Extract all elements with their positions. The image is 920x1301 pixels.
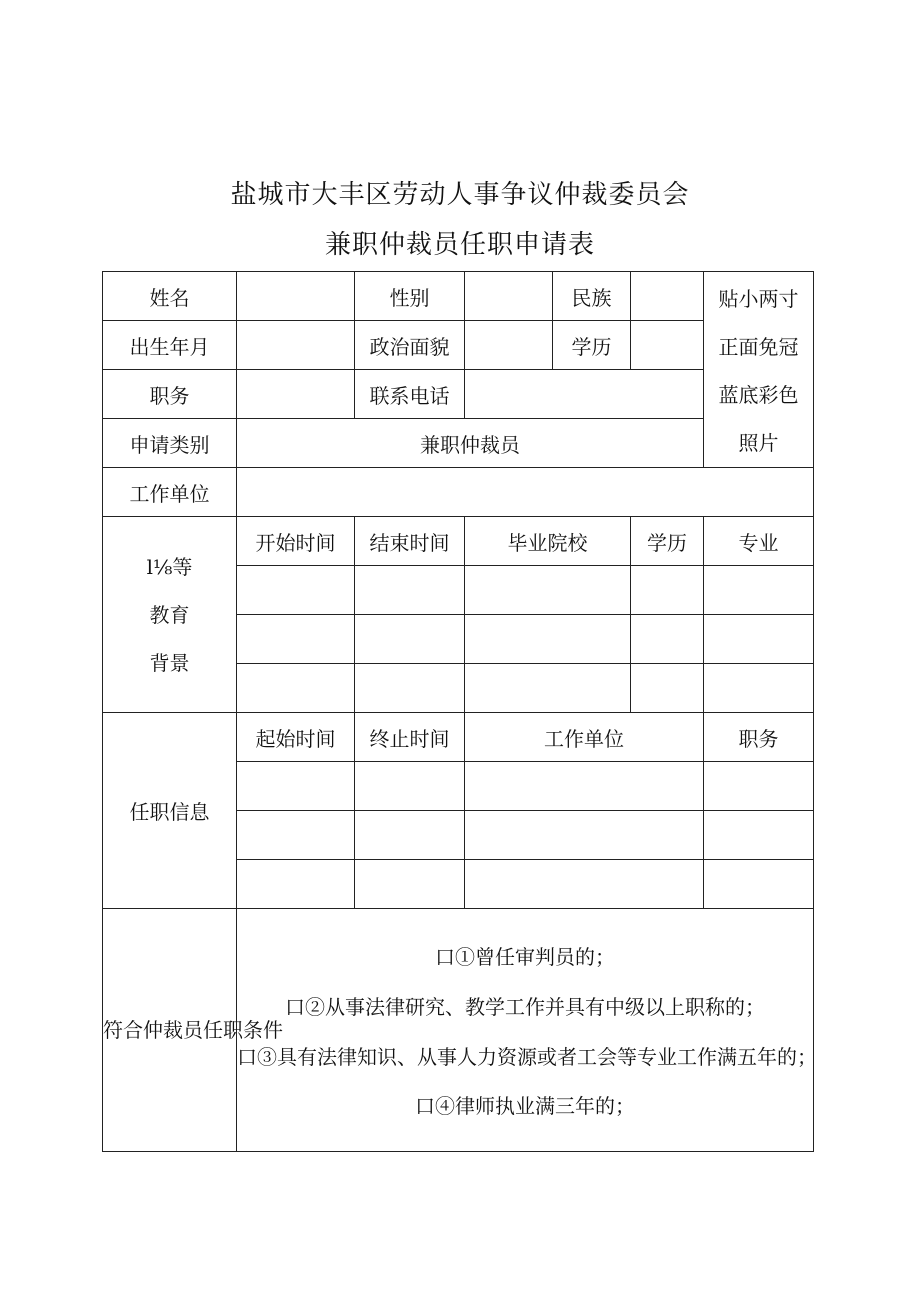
emp-start-input[interactable]: [237, 860, 355, 909]
emp-employer-input[interactable]: [465, 860, 704, 909]
ethnicity-input[interactable]: [631, 272, 704, 321]
birth-label: 出生年月: [103, 321, 237, 370]
edu-major-input[interactable]: [704, 566, 814, 615]
employer-input[interactable]: [237, 468, 814, 517]
emp-header-employer: 工作单位: [465, 713, 704, 762]
edu-header-major: 专业: [704, 517, 814, 566]
emp-header-start: 起始时间: [237, 713, 355, 762]
edu-header-end: 结束时间: [355, 517, 465, 566]
category-value: 兼职仲裁员: [237, 419, 704, 468]
emp-end-input[interactable]: [355, 860, 465, 909]
edu-major-input[interactable]: [704, 615, 814, 664]
condition-item-2[interactable]: 口②从事法律研究、教学工作并具有中级以上职称的；: [285, 994, 765, 1019]
conditions-list: [237, 909, 817, 1152]
employer-label: 工作单位: [103, 468, 237, 517]
edu-school-input[interactable]: [465, 566, 631, 615]
emp-end-input[interactable]: [355, 811, 465, 860]
education-input[interactable]: [631, 321, 704, 370]
position-input[interactable]: [237, 370, 355, 419]
emp-position-input[interactable]: [704, 860, 814, 909]
emp-position-input[interactable]: [704, 811, 814, 860]
emp-end-input[interactable]: [355, 762, 465, 811]
condition-item-4[interactable]: 口④律师执业满三年的；: [415, 1093, 635, 1118]
ethnicity-label: 民族: [553, 272, 631, 321]
employment-section-label: 任职信息: [103, 713, 237, 909]
emp-start-input[interactable]: [237, 762, 355, 811]
edu-start-input[interactable]: [237, 566, 355, 615]
edu-degree-input[interactable]: [631, 566, 704, 615]
education-label-line-3: 背景: [149, 650, 190, 675]
edu-school-input[interactable]: [465, 615, 631, 664]
edu-header-school: 毕业院校: [465, 517, 631, 566]
gender-label: 性别: [355, 272, 465, 321]
birth-input[interactable]: [237, 321, 355, 370]
edu-header-start: 开始时间: [237, 517, 355, 566]
photo-instruction-line-4: 照片: [738, 430, 779, 455]
gender-input[interactable]: [465, 272, 553, 321]
edu-end-input[interactable]: [355, 615, 465, 664]
conditions-section-label: 符合仲裁员任职条件: [103, 909, 237, 1152]
position-label: 职务: [103, 370, 237, 419]
edu-degree-input[interactable]: [631, 664, 704, 713]
emp-header-position: 职务: [704, 713, 814, 762]
emp-employer-input[interactable]: [465, 811, 704, 860]
edu-start-input[interactable]: [237, 664, 355, 713]
political-label: 政治面貌: [355, 321, 465, 370]
emp-start-input[interactable]: [237, 811, 355, 860]
row-basic-1: [103, 272, 814, 321]
category-label: 申请类别: [103, 419, 237, 468]
education-label: 学历: [553, 321, 631, 370]
phone-input[interactable]: [465, 370, 704, 419]
row-employer: [103, 468, 814, 517]
name-label: 姓名: [103, 272, 237, 321]
phone-label: 联系电话: [355, 370, 465, 419]
education-section-label: [103, 517, 237, 713]
emp-position-input[interactable]: [704, 762, 814, 811]
name-input[interactable]: [237, 272, 355, 321]
education-header-row: [103, 517, 814, 566]
political-input[interactable]: [465, 321, 553, 370]
edu-degree-input[interactable]: [631, 615, 704, 664]
photo-instruction-line-1: 贴小两寸: [718, 286, 799, 311]
emp-header-end: 终止时间: [355, 713, 465, 762]
photo-instruction-line-3: 蓝底彩色: [718, 382, 799, 407]
condition-item-1[interactable]: 口①曾任审判员的；: [435, 944, 615, 969]
edu-header-degree: 学历: [631, 517, 704, 566]
photo-box[interactable]: [704, 272, 814, 468]
edu-major-input[interactable]: [704, 664, 814, 713]
form-title-line-1: 盐城市大丰区劳动人事争议仲裁委员会: [230, 180, 690, 210]
edu-end-input[interactable]: [355, 566, 465, 615]
condition-item-3[interactable]: 口③具有法律知识、从事人力资源或者工会等专业工作满五年的；: [237, 1044, 817, 1069]
photo-instruction-line-2: 正面免冠: [718, 334, 799, 359]
employment-header-row: [103, 713, 814, 762]
conditions-row: [103, 909, 814, 1152]
application-form-table: [102, 271, 817, 1152]
edu-end-input[interactable]: [355, 664, 465, 713]
education-label-line-1: l⅛等: [146, 554, 193, 579]
edu-start-input[interactable]: [237, 615, 355, 664]
emp-employer-input[interactable]: [465, 762, 704, 811]
form-title-line-2: 兼职仲裁员任职申请表: [324, 230, 595, 260]
edu-school-input[interactable]: [465, 664, 631, 713]
education-label-line-2: 教育: [149, 602, 190, 627]
